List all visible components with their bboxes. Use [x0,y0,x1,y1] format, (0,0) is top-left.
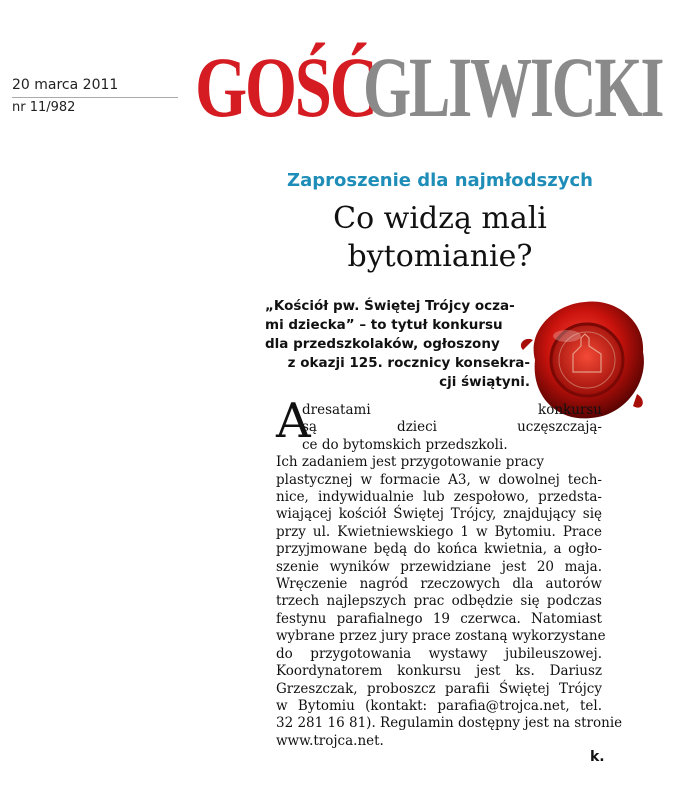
article-body [276,402,623,750]
body-line: w Bytomiu (kontakt: parafia@trojca.net, tel. [276,697,602,714]
body-line: wiającej kościół Świętej Trójcy, znajdujący się [276,506,602,523]
lead-line: „Kościół pw. Świętej Trójcy ocza- [265,298,515,314]
headline-line-2: bytomianie? [347,239,533,274]
lead-line: z okazji 125. rocznicy konsekra- [287,355,530,371]
masthead-logo [195,39,663,144]
body-line: do przygotowania wystawy jubileuszowej. [276,645,602,662]
body-line: szenie wyników przewidziane jest 20 maja. [276,558,602,575]
logo-gliwicki-text: GLIWICKI [363,39,663,135]
body-line: są dzieci uczęszczają- [302,419,602,436]
body-line: www.trojca.net. [276,732,384,749]
date-divider [12,97,178,98]
body-line: przy ul. Kwietniewskiego 1 w Bytomiu. Prace [276,523,602,540]
body-line: Wręczenie nagród rzeczowych dla autorów [276,576,602,593]
body-line: festynu parafialnego 19 czerwca. Natomiast [276,610,602,627]
body-line: dresatami konkursu [302,402,602,418]
body-line: 32 281 16 81). Regulamin dostępny jest na stronie [276,715,623,732]
article-kicker: Zaproszenie dla najmłodszych [287,170,593,191]
logo-gosc-text: GOŚĆ [195,39,376,135]
lead-line: dla przedszkolaków, ogłoszony [265,336,500,352]
headline-line-1: Co widzą mali [333,201,547,236]
body-line: Koordynatorem konkursu jest ks. Dariusz [276,663,602,680]
body-line: trzech najlepszych prac odbędzie się podczas [276,593,602,610]
article-lead [265,297,530,392]
body-line: Grzeszczak, proboszcz parafii Świętej Trójcy [276,680,602,697]
lead-line: cji świątyni. [439,374,530,390]
body-line: nice, indywidualnie lub zespołowo, przedsta- [276,489,602,506]
lead-line: mi dziecka” – to tytuł konkursu [265,317,503,333]
body-line: plastycznej w formacie A3, w dowolnej tech- [276,471,602,488]
issue-number: nr 11/982 [12,100,76,115]
author-signature: k. [590,749,605,765]
body-line: ce do bytomskich przedszkoli. [302,436,508,453]
drop-cap: A [276,393,311,449]
body-line: wybrane przez jury prace zostaną wykorzystane [276,628,606,645]
issue-date: 20 marca 2011 [12,77,119,93]
body-line: przyjmowane będą do końca kwietnia, a ogło- [276,541,602,558]
article-headline [250,200,630,276]
body-line: Ich zadaniem jest przygotowanie pracy [276,454,545,471]
